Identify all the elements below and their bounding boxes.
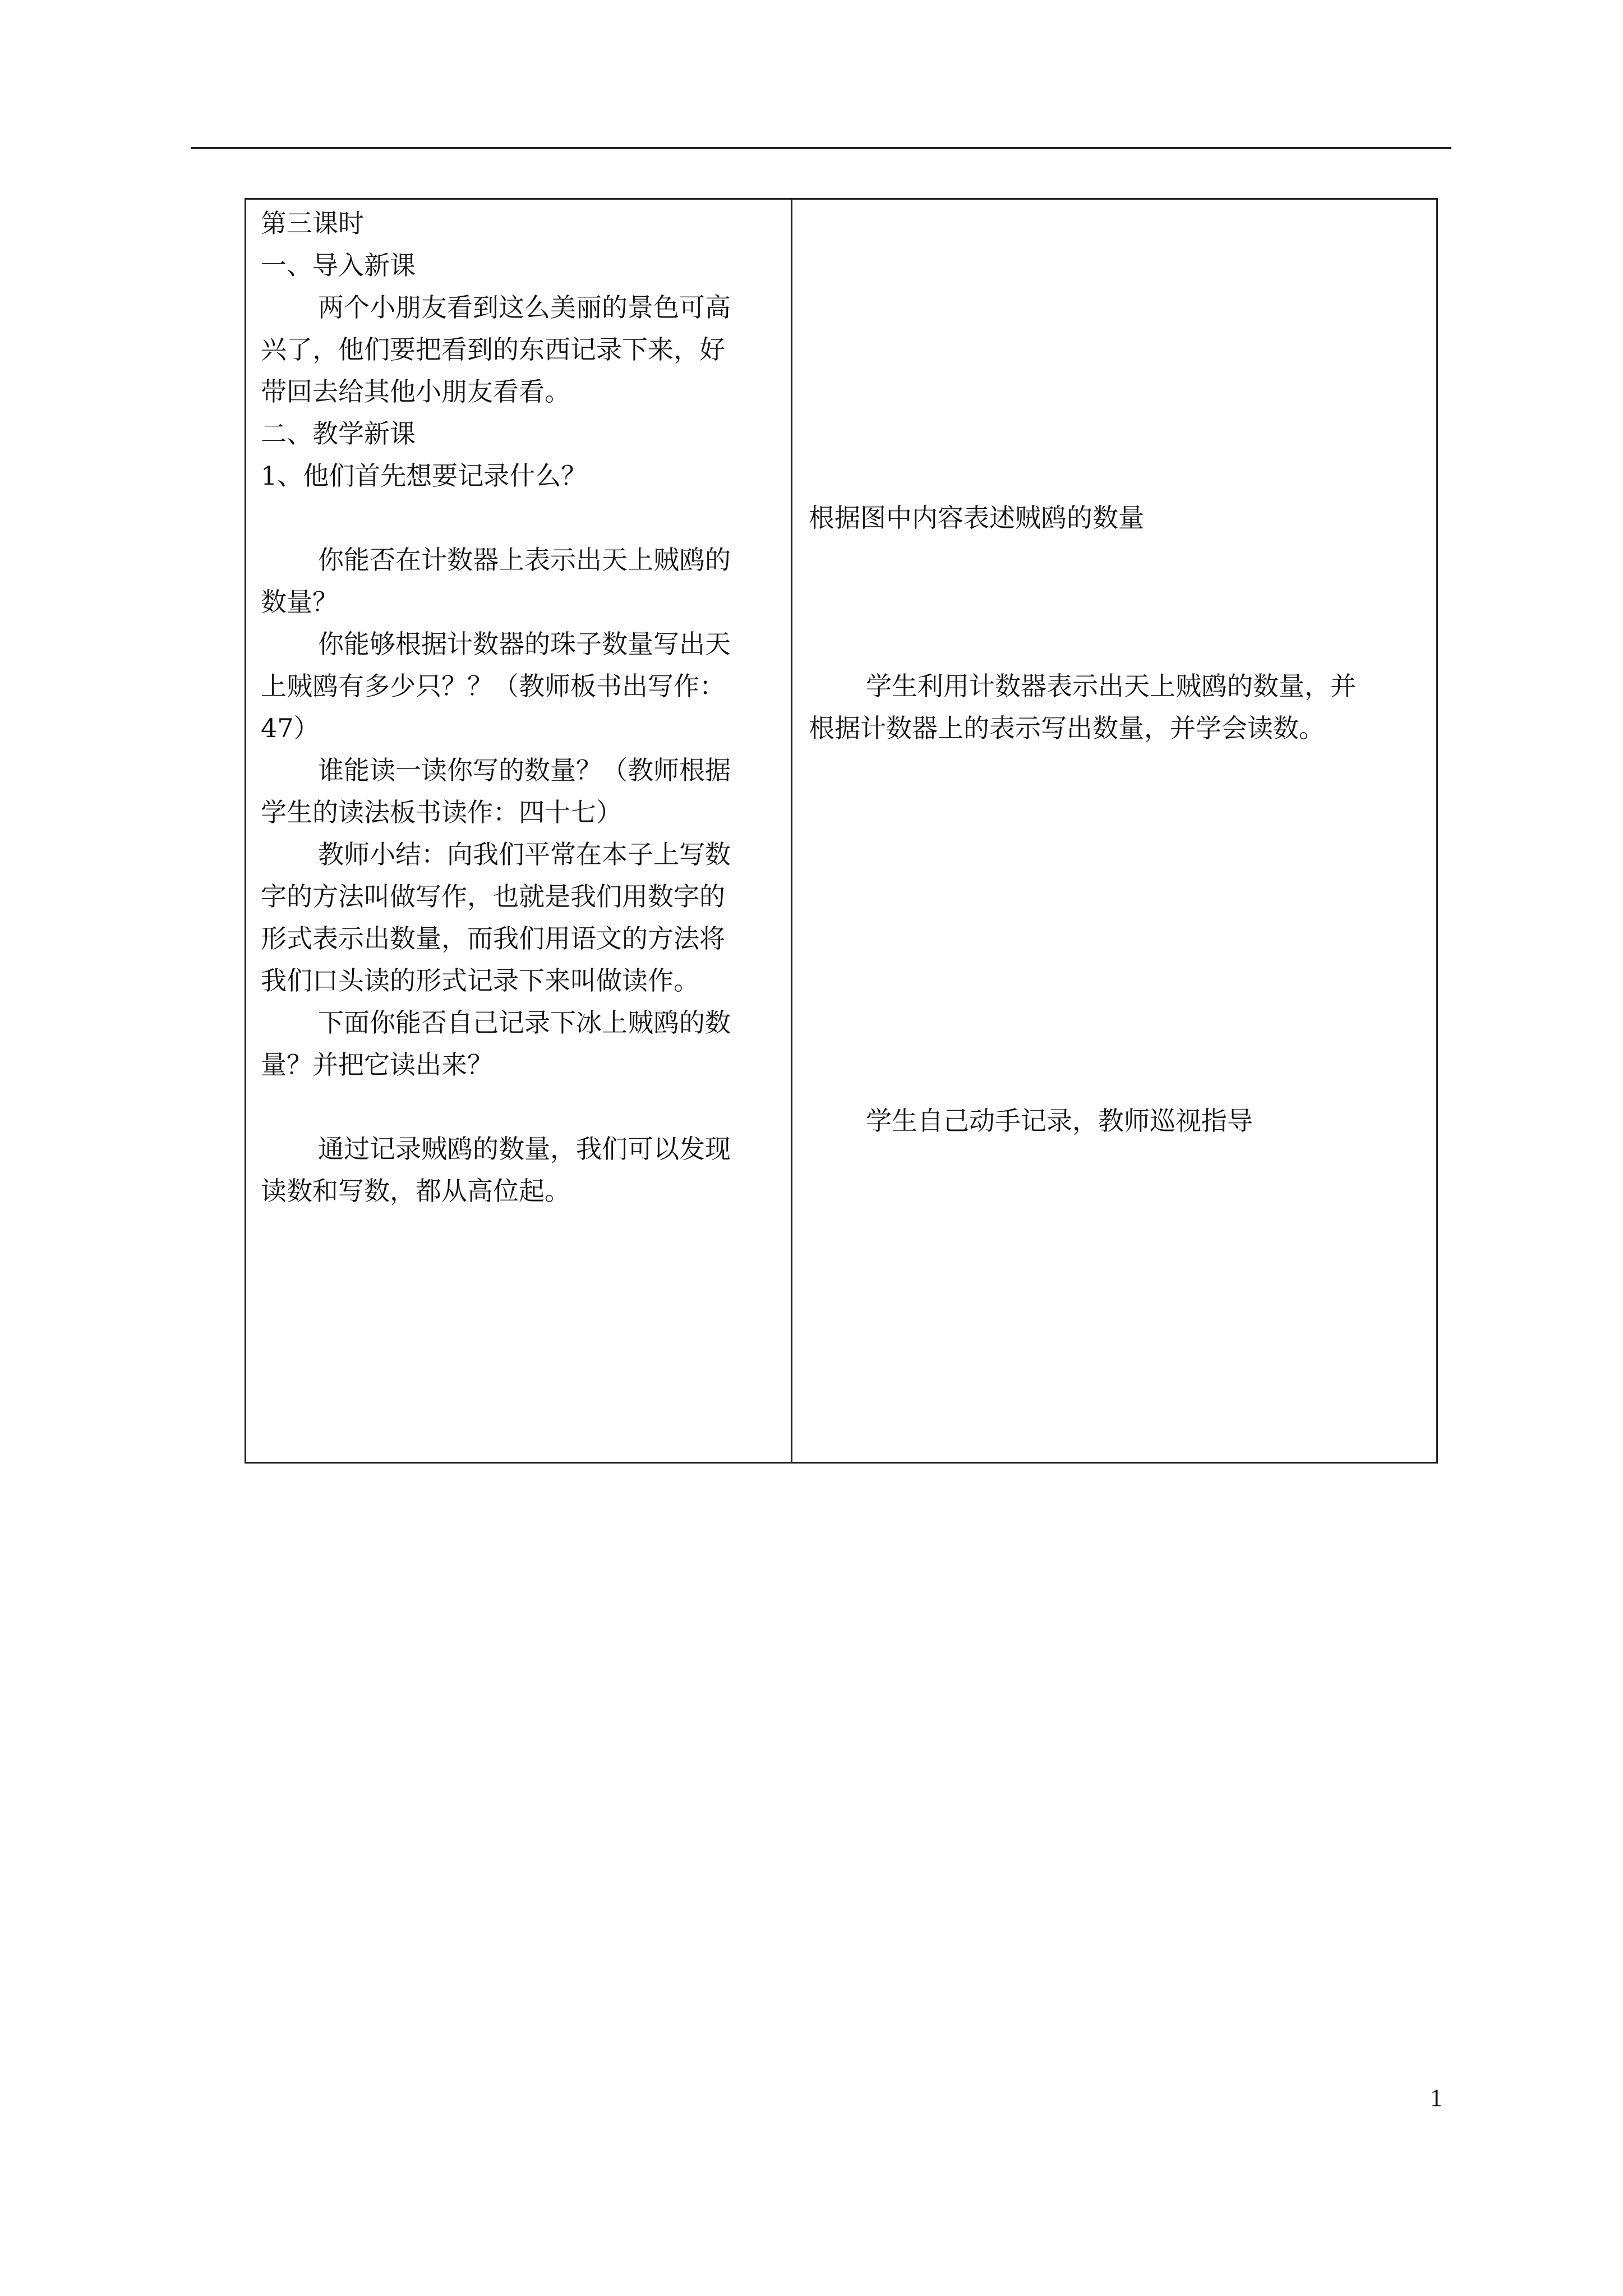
lesson-title: 第三课时 (261, 208, 364, 238)
conclusion-line: 读数和写数，都从高位起。 (261, 1176, 570, 1206)
student-activity-line: 学生自己动手记录，教师巡视指导 (866, 1106, 1253, 1136)
lesson-plan-table (245, 198, 1438, 1464)
section-heading-intro: 一、导入新课 (261, 250, 416, 280)
question-item-1: 1、他们首先想要记录什么？ (261, 461, 587, 491)
left-paragraph-line: 数量？ (261, 587, 338, 617)
left-paragraph-line: 学生的读法板书读作：四十七） (261, 797, 622, 827)
teacher-summary-line: 字的方法叫做写作，也就是我们用数字的 (261, 881, 725, 912)
student-activity-line: 根据图中内容表述贼鸥的数量 (809, 503, 1144, 533)
left-paragraph-line: 两个小朋友看到这么美丽的景色可高 (318, 292, 731, 323)
page-number: 1 (1430, 2084, 1442, 2111)
left-paragraph-line: 兴了，他们要把看到的东西记录下来，好 (261, 334, 725, 365)
teacher-summary-line: 我们口头读的形式记录下来叫做读作。 (261, 965, 699, 996)
left-paragraph-line: 带回去给其他小朋友看看。 (261, 376, 570, 407)
left-paragraph-line: 47） (261, 713, 320, 743)
left-paragraph-line: 你能够根据计数器的珠子数量写出天 (318, 629, 731, 659)
left-paragraph-line: 你能否在计数器上表示出天上贼鸥的 (318, 545, 731, 575)
section-heading-teaching: 二、教学新课 (261, 418, 416, 449)
header-rule (191, 147, 1451, 149)
teacher-summary-line: 教师小结：向我们平常在本子上写数 (318, 839, 731, 869)
left-paragraph-line: 上贼鸥有多少只？？（教师板书出写作： (261, 671, 725, 701)
conclusion-line: 通过记录贼鸥的数量，我们可以发现 (318, 1134, 731, 1164)
left-paragraph-line: 量？并把它读出来？ (261, 1050, 493, 1080)
column-divider (791, 200, 792, 1462)
left-paragraph-line: 下面你能否自己记录下冰上贼鸥的数 (318, 1007, 731, 1038)
student-activity-line: 学生利用计数器表示出天上贼鸥的数量，并 (866, 671, 1356, 701)
student-activity-line: 根据计数器上的表示写出数量，并学会读数。 (809, 713, 1325, 743)
left-paragraph-line: 谁能读一读你写的数量？（教师根据 (318, 755, 731, 785)
teacher-summary-line: 形式表示出数量，而我们用语文的方法将 (261, 923, 725, 954)
